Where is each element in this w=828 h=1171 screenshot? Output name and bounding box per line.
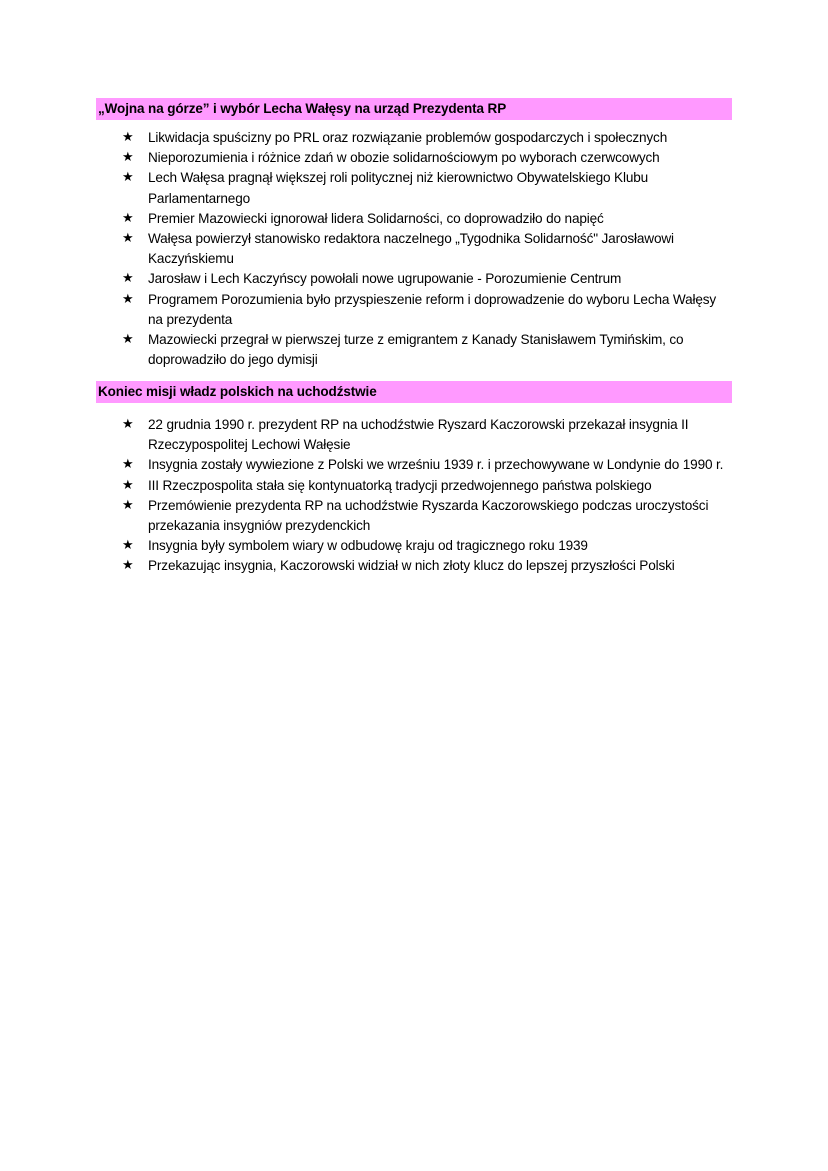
list-item <box>96 269 732 289</box>
list-item <box>96 415 732 455</box>
star-icon: ★ <box>122 477 134 493</box>
section-heading: Koniec misji władz polskich na uchodźstwie <box>96 381 732 403</box>
list-item-text: Przemówienie prezydenta RP na uchodźstwie Ryszarda Kaczorowskiego podczas uroczystości przekazania insygniów prezydenckich <box>148 497 709 534</box>
list-item-text: Lech Wałęsa pragnął większej roli politycznej niż kierownictwo Obywatelskiego Klubu Parlamentarnego <box>148 170 649 206</box>
list-item <box>96 330 732 370</box>
list-item-text: Jarosław i Lech Kaczyńscy powołali nowe ugrupowanie - Porozumienie Centrum <box>148 271 622 287</box>
list-item-text: III Rzeczpospolita stała się kontynuatorką tradycji przedwojennego państwa polskiego <box>148 477 652 493</box>
list-item <box>96 128 732 148</box>
list-item-text: Insygnia zostały wywiezione z Polski we wrześniu 1939 r. i przechowywane w Londynie do 1990 r. <box>148 457 724 473</box>
star-icon: ★ <box>122 130 134 145</box>
list-item <box>96 168 732 208</box>
list-item <box>96 148 732 168</box>
list-item-text: 22 grudnia 1990 r. prezydent RP na uchodźstwie Ryszard Kaczorowski przekazał insygnia II Rzeczypospolitej Lechowi Wałęsie <box>148 417 689 453</box>
star-icon: ★ <box>122 538 134 554</box>
star-icon: ★ <box>122 150 134 166</box>
list-item-text: Nieporozumienia i różnice zdań w obozie solidarnościowym po wyborach czerwcowych <box>148 150 660 166</box>
list-item-text: Premier Mazowiecki ignorował lidera Solidarności, co doprowadziło do napięć <box>148 210 604 226</box>
list-item <box>96 209 732 229</box>
list-item-text: Przekazując insygnia, Kaczorowski widział w nich złoty klucz do lepszej przyszłości Polski <box>148 558 675 574</box>
star-icon: ★ <box>122 332 134 348</box>
section-war-at-the-top <box>96 98 732 370</box>
star-icon: ★ <box>122 497 134 513</box>
list-item-text: Mazowiecki przegrał w pierwszej turze z emigrantem z Kanady Stanisławem Tymińskim, co doprowadziło do jego dymisji <box>148 332 684 368</box>
list-item <box>96 556 732 576</box>
list-item <box>96 536 732 556</box>
list-item <box>96 290 732 330</box>
star-icon: ★ <box>122 457 134 473</box>
list-item-text: Programem Porozumienia było przyspieszenie reform i doprowadzenie do wyboru Lecha Wałęsy na prezydenta <box>148 291 717 327</box>
star-icon: ★ <box>122 231 134 247</box>
list-item <box>96 455 732 475</box>
bullet-list <box>96 415 732 577</box>
bullet-list <box>96 128 732 370</box>
section-end-of-exile-mission <box>96 381 732 577</box>
star-icon: ★ <box>122 271 134 287</box>
star-icon: ★ <box>122 170 134 186</box>
list-item <box>96 496 732 536</box>
list-item-text: Insygnia były symbolem wiary w odbudowę kraju od tragicznego roku 1939 <box>148 538 588 554</box>
star-icon: ★ <box>122 291 134 307</box>
list-item-text: Likwidacja spuścizny po PRL oraz rozwiązanie problemów gospodarczych i społecznych <box>148 130 668 145</box>
star-icon: ★ <box>122 417 134 432</box>
list-item <box>96 229 732 269</box>
star-icon: ★ <box>122 558 134 574</box>
section-heading: „Wojna na górze” i wybór Lecha Wałęsy na urząd Prezydenta RP <box>96 98 732 120</box>
list-item-text: Wałęsa powierzył stanowisko redaktora naczelnego „Tygodnika Solidarność" Jarosławowi Kaczyńskiemu <box>148 231 674 267</box>
list-item <box>96 476 732 496</box>
star-icon: ★ <box>122 210 134 226</box>
